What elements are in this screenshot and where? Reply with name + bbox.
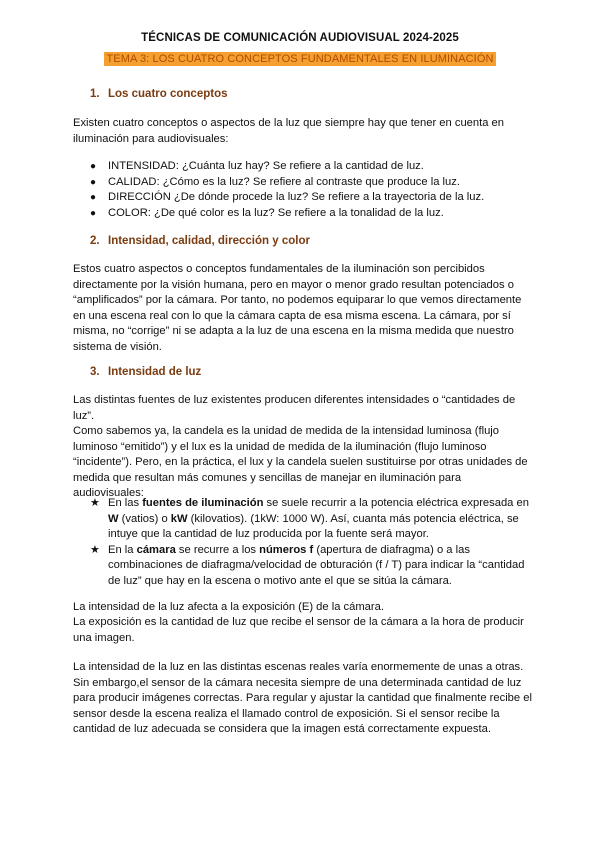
units-list	[90, 496, 530, 589]
document-subtitle: TEMA 3: LOS CUATRO CONCEPTOS FUNDAMENTALES EN ILUMINACIÓN	[106, 53, 494, 65]
list-item-text: INTENSIDAD: ¿Cuánta luz hay? Se refiere a la cantidad de luz.	[108, 160, 424, 172]
section-3-number: 3.	[90, 366, 100, 378]
text-fragment: (apertura de diafragma) o a las combinaciones de diafragma/velocidad de obturación (f / T) para indicar la “cantidad de luz” que hay en la escena o motivo ante el que se sitúa la cámara.	[108, 543, 525, 587]
text-fragment: se suele recurrir a la potencia eléctrica expresada en	[263, 497, 529, 509]
text-fragment: En las	[108, 497, 143, 509]
bullet-icon: ●	[90, 192, 97, 203]
section-2-body: Estos cuatro aspectos o conceptos fundamentales de la iluminación son percibidos directamente por la visión humana, pero en mayor o menor grado resultan potenciados o “amplificados” por la cámara. Por tanto, no podemos equiparar lo que vemos directamente en una escena real con lo que la cámara capta de esa misma escena. La cámara, por sí misma, no “corrige” ni se adapta a la luz de una escena en la misma medida que nuestro sistema de visión.	[73, 263, 522, 353]
section-1-number: 1.	[90, 88, 100, 100]
bold-fragment: números f	[259, 543, 314, 556]
section-3-p1: Las distintas fuentes de luz existentes producen diferentes intensidades o “cantidades de luz”.	[73, 394, 516, 422]
text-fragment: se recurre a los	[175, 543, 260, 556]
section-3-p3: La intensidad de la luz afecta a la exposición (E) de la cámara.	[73, 601, 384, 613]
text-fragment: En la	[108, 543, 137, 556]
list-item-text: COLOR: ¿De qué color es la luz? Se refiere a la tonalidad de la luz.	[108, 206, 444, 219]
bullet-icon: ●	[90, 176, 97, 188]
concepts-list	[90, 159, 530, 221]
list-item	[90, 496, 530, 543]
bold-fragment: kW	[170, 512, 188, 525]
list-item	[90, 206, 530, 222]
section-1-heading	[90, 88, 228, 100]
bullet-icon: ●	[90, 161, 97, 172]
section-2-title: Intensidad, calidad, dirección y color	[108, 235, 310, 247]
section-1-title: Los cuatro conceptos	[108, 88, 228, 100]
section-3-heading	[90, 366, 201, 378]
bold-fragment: fuentes de iluminación	[142, 497, 264, 509]
list-item-text: DIRECCIÓN ¿De dónde procede la luz? Se refiere a la trayectoria de la luz.	[108, 191, 485, 203]
star-icon: ★	[90, 543, 100, 556]
bold-fragment: cámara	[136, 543, 176, 556]
text-fragment: (kilovatios). (1kW: 1000 W). Así, cuanta más potencia eléctrica, se intuye que la cantidad de luz producida por la fuente será mayor.	[108, 512, 519, 540]
text-fragment: (vatios) o	[118, 512, 171, 525]
section-3-p4: La exposición es la cantidad de luz que recibe el sensor de la cámara a la hora de producir una imagen.	[73, 616, 524, 644]
section-3-p5: La intensidad de la luz en las distintas escenas reales varía enormemente de unas a otras. Sin embargo,el sensor de la cámara necesita siempre de una determinada cantidad de luz para producir imágenes correctas. Para regular y ajustar la cantidad que finalmente recibe el sensor desde la escena realiza el llamado control de exposición. Si el sensor recibe la cantidad de luz adecuada se considera que la imagen está correctamente expuesta.	[73, 661, 532, 735]
subtitle-wrap	[0, 49, 600, 67]
section-3-title: Intensidad de luz	[108, 366, 202, 378]
list-item	[90, 543, 530, 590]
list-item	[90, 190, 530, 206]
list-item	[90, 175, 530, 191]
section-2-heading	[90, 235, 310, 247]
star-icon: ★	[90, 497, 100, 509]
bold-fragment: W	[108, 512, 119, 525]
list-item-text: CALIDAD: ¿Cómo es la luz? Se refiere al contraste que produce la luz.	[108, 175, 460, 188]
bullet-icon: ●	[90, 207, 97, 219]
section-1-intro: Existen cuatro conceptos o aspectos de la luz que siempre hay que tener en cuenta en iluminación para audiovisuales:	[73, 117, 504, 145]
section-2-number: 2.	[90, 235, 100, 247]
document-title: TÉCNICAS DE COMUNICACIÓN AUDIOVISUAL 2024-2025	[141, 32, 459, 44]
list-item	[90, 159, 530, 175]
section-3-p2: Como sabemos ya, la candela es la unidad de medida de la intensidad luminosa (flujo luminoso “emitido”) y el lux es la unidad de medida de la iluminación (flujo luminoso “incidente”). Pero, en la práctica, el lux y la candela suelen sustituirse por otras unidades de medida que resultan más comunes y sencillas de manejar en iluminación para audiovisuales:	[73, 425, 528, 499]
